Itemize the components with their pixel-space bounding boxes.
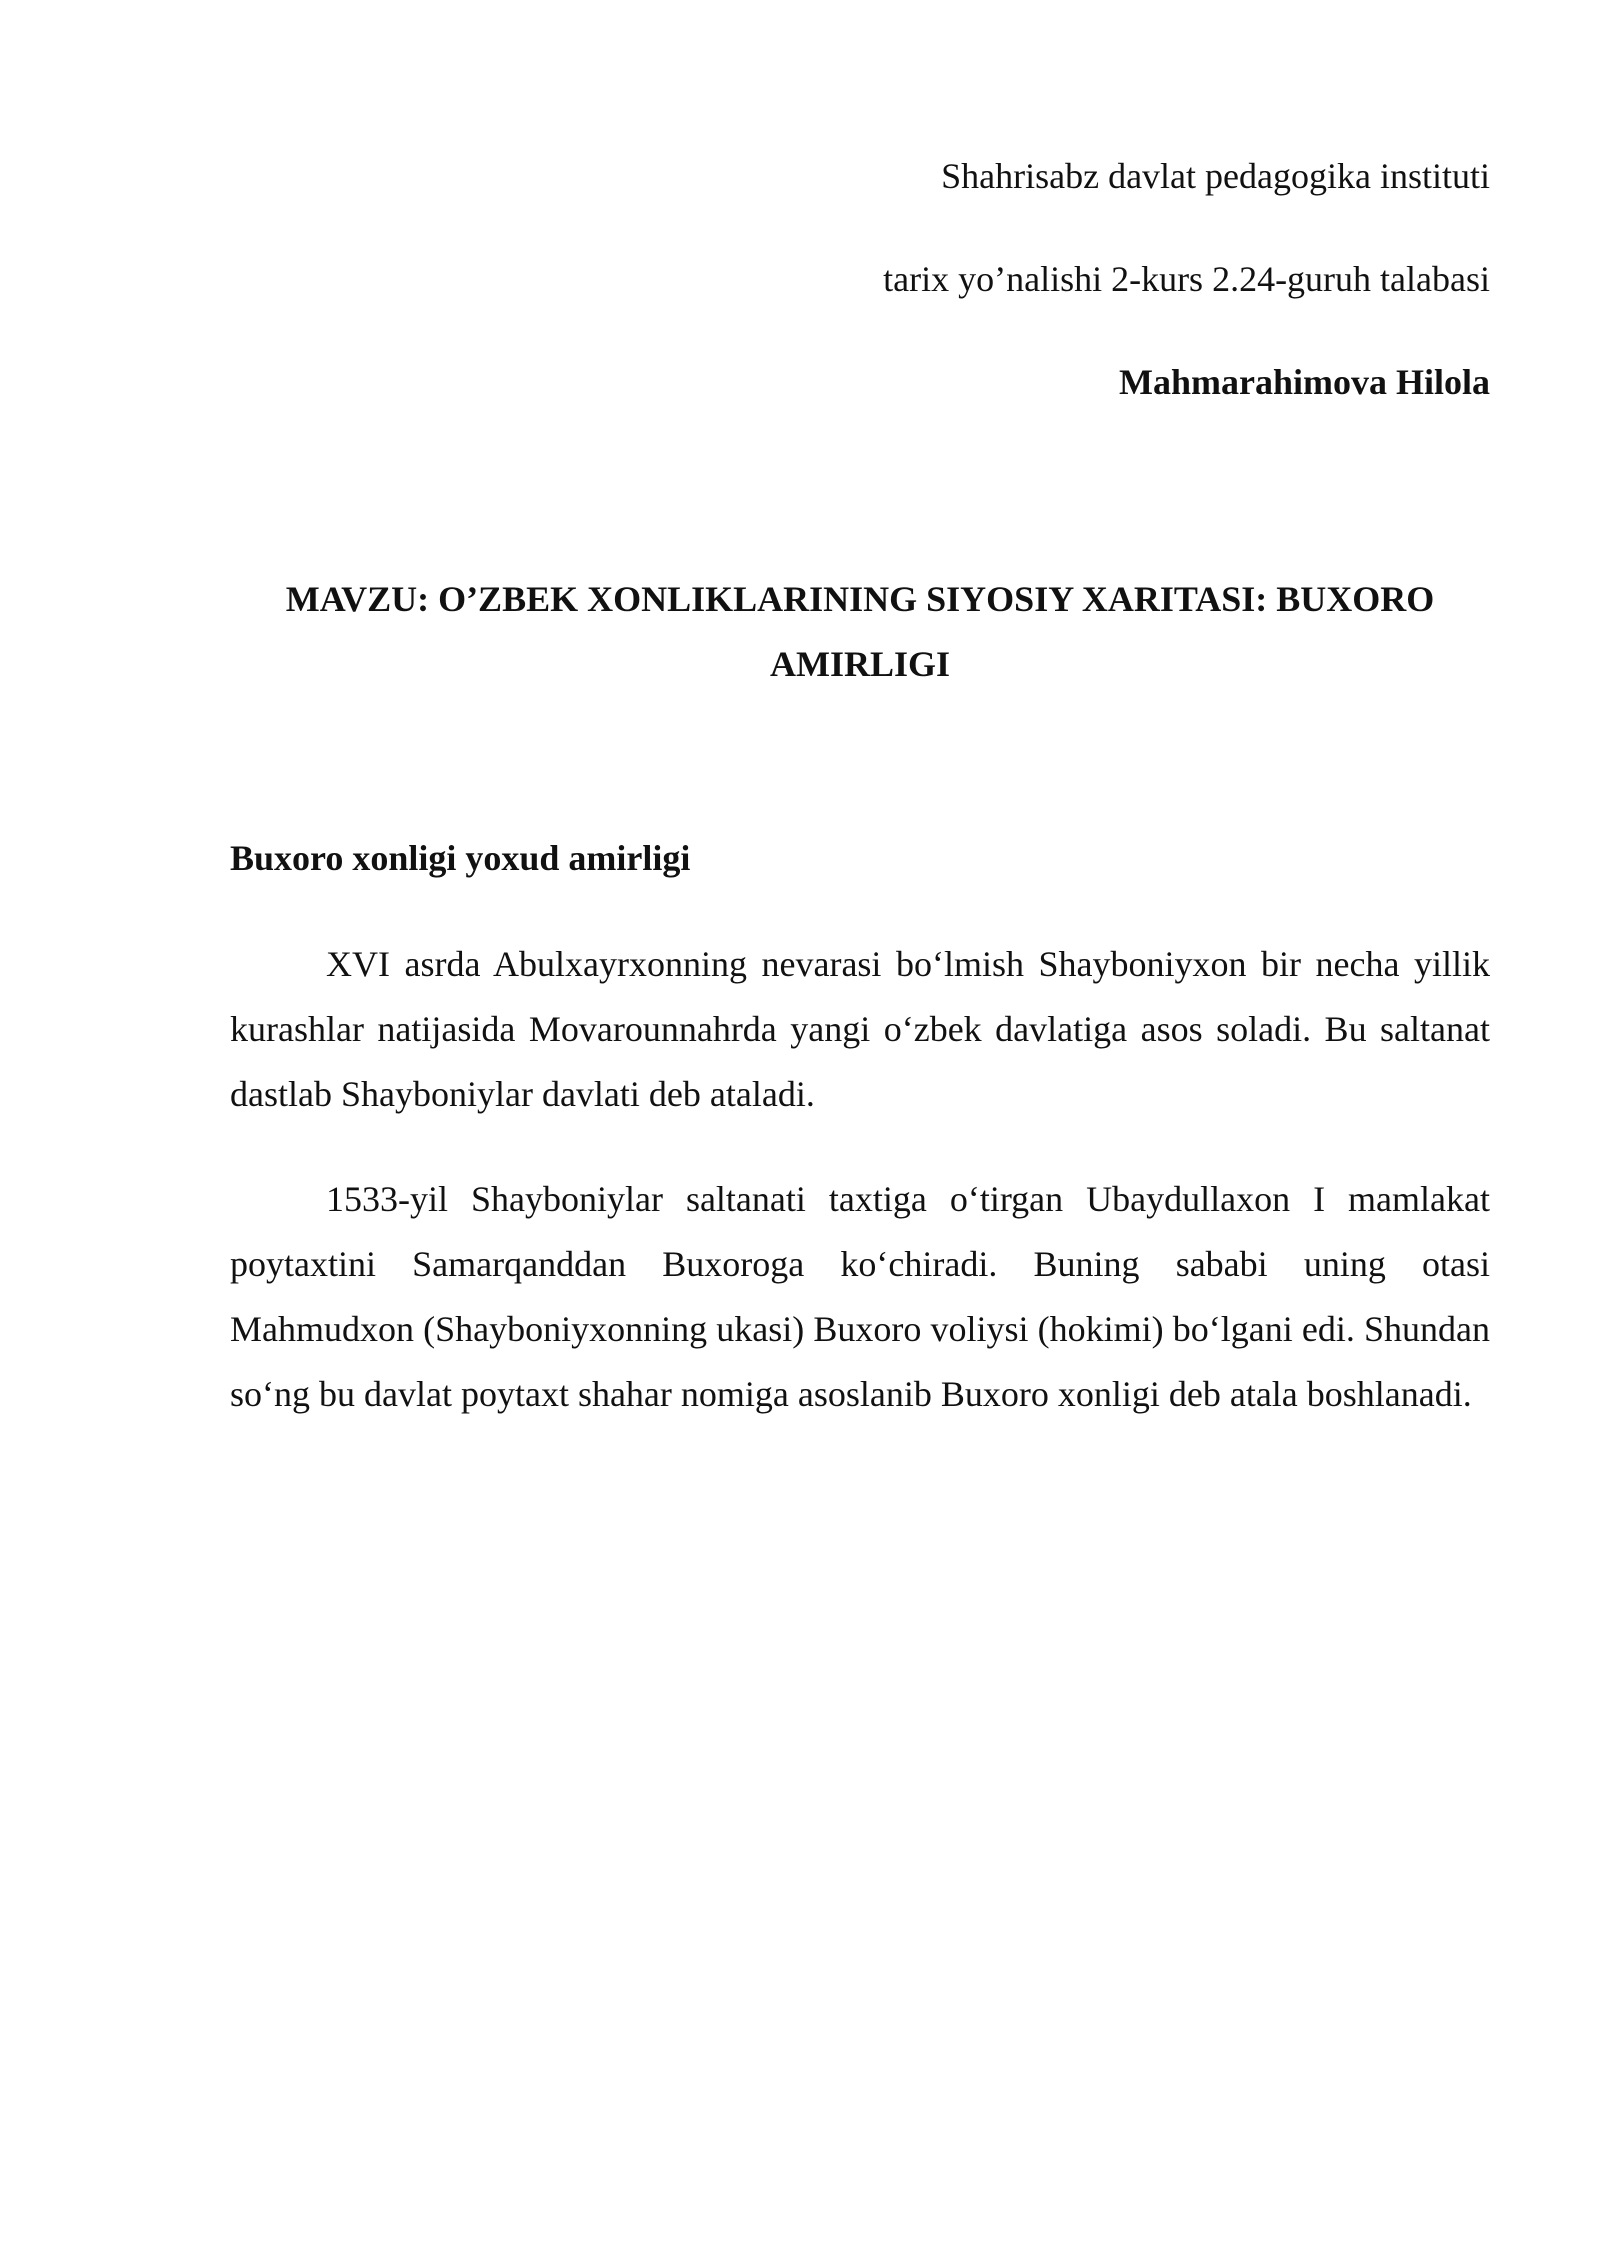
student-group: tarix yo’nalishi 2-kurs 2.24-guruh talabasi [883, 259, 1490, 299]
institute-name: Shahrisabz davlat pedagogika instituti [941, 156, 1490, 196]
section-heading: Buxoro xonligi yoxud amirligi [230, 838, 691, 878]
body-paragraph: XVI asrda Abulxayrxonning nevarasi bo‘lmish Shayboniyxon bir necha yillik kurashlar natijasida Movarounnahrda yangi o‘zbek davlatiga asos soladi. Bu saltanat dastlab Shayboniylar davlati deb ataladi. [230, 944, 1490, 1114]
author-name: Mahmarahimova Hilola [1119, 362, 1490, 402]
document-title: MAVZU: O’ZBEK XONLIKLARINING SIYOSIY XARITASI: BUXORO AMIRLIGI [285, 579, 1435, 684]
body-paragraph: 1533-yil Shayboniylar saltanati taxtiga o‘tirgan Ubaydullaxon I mamlakat poytaxtini Samarqanddan Buxoroga ko‘chiradi. Buning sababi uning otasi Mahmudxon (Shayboniyxonning ukasi) Buxoro voliysi (hokimi) bo‘lgani edi. Shundan so‘ng bu davlat poytaxt shahar nomiga asoslanib Buxoro xonligi deb atala boshlanadi. [230, 1179, 1490, 1414]
